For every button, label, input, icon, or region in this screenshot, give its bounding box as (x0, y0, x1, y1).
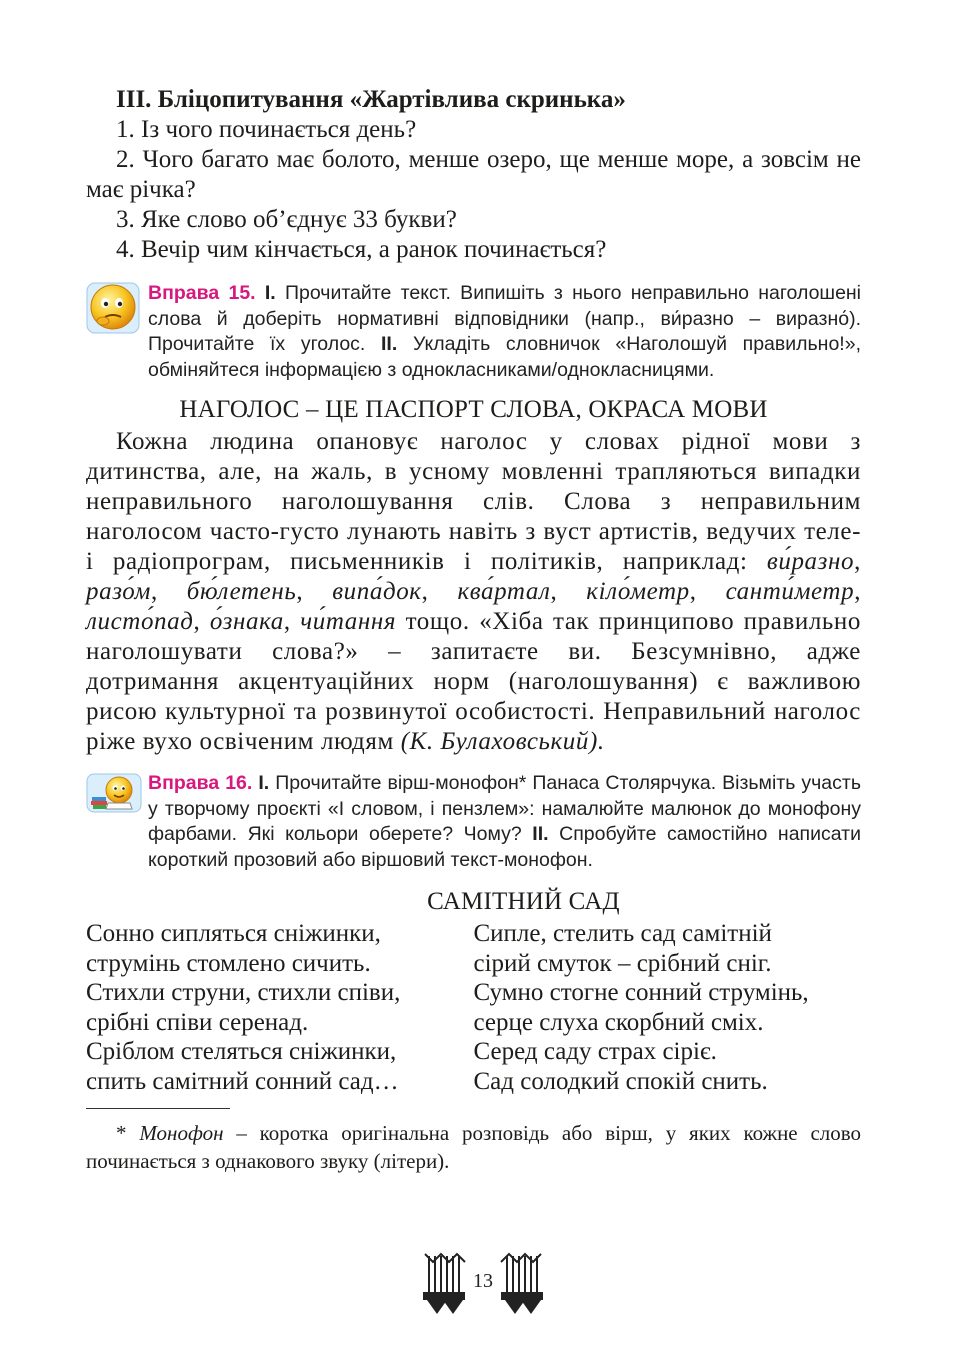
poem-right-column (474, 919, 862, 1096)
separator: , (296, 578, 333, 605)
example-word: ви́разно (766, 548, 855, 575)
separator: , (689, 578, 726, 605)
example-word: листо́пад (86, 608, 194, 635)
separator: , (854, 548, 861, 575)
exercise-15-text2: Укладіть словничок «Наголошуй правильно!», обміняйтеся інформацією з однокласниками/однокласницями. (148, 333, 861, 381)
question-1: 1. Із чого починається день? (116, 116, 417, 143)
example-word: о́знака (209, 608, 284, 635)
page-footer (421, 1252, 545, 1316)
footnote-term: Монофон (139, 1121, 224, 1145)
exercise-15-part1-marker: І. (264, 282, 276, 304)
example-word: ква́ртал (457, 578, 551, 605)
poem-line: Сад солодкий спокій снить. (473, 1067, 768, 1095)
page-number: 13 (473, 1270, 493, 1292)
poem-line: Стихли струни, стихли співи, (86, 979, 401, 1006)
ukrainian-ornament-icon (499, 1252, 545, 1320)
article-citation: (К. Булаховський). (400, 728, 605, 755)
textbook-page (86, 80, 861, 1175)
footnote-star: * (116, 1121, 127, 1145)
separator: , (150, 578, 187, 605)
question-2: 2. Чого багато має болото, менше озеро, ще менше море, а зовсім не має річка? (86, 146, 861, 203)
footnote-divider (86, 1108, 230, 1109)
example-word: санти́метр (725, 578, 855, 605)
exercise-16-text1: Прочитайте вірш-монофон* Панаса Столярчука. Візьміть участь у творчому проєкті «І словом, і пензлем»: намалюйте малюнок до монофону фарбами. Які кольори оберете? Чому? (148, 772, 861, 845)
exercise-16-part1-marker: І. (258, 772, 270, 794)
poem-title: САМІТНИЙ САД (427, 888, 620, 915)
poem-left-column (86, 919, 474, 1096)
example-word: чи́тання (300, 608, 397, 635)
poem-line: Сумно стогне сонний струмінь, (473, 979, 809, 1006)
question-4: 4. Вечір чим кінчається, а ранок починається? (116, 236, 607, 263)
article-text-2: тощо. «Хіба так принципово правильно наголошувати слова?» – запитаєте ви. Безсумнівно, адже дотримання акцентуаційних норм (наголошування) є важливою рисою культурної та розвинутої особистості. Неправильний наголос ріже вухо освіченим людям (86, 608, 861, 755)
reading-smiley-icon (86, 773, 142, 821)
example-word: випа́док (332, 578, 422, 605)
article-text-1: Кожна людина опановує наголос у словах рідної мови з дитинства, але, на жаль, в усному мовленні трапляються випадки неправильного наголошування слів. Слова з неправильним наголосом часто-густо лунають навіть з вуст артистів, ведучих теле- і радіопрограм, письменників і політиків, наприклад: (86, 428, 861, 575)
footnote (86, 1119, 861, 1175)
exercise-16-part2-marker: ІІ. (532, 823, 549, 845)
article-paragraph (86, 427, 861, 757)
exercise-15 (86, 281, 861, 383)
ukrainian-ornament-icon (421, 1252, 467, 1320)
exercise-16-label: Вправа 16. (148, 772, 253, 794)
poem-line: Сипле, стелить сад самітній (473, 920, 772, 947)
poem-line: срібні співи серенад. (86, 1008, 309, 1036)
exercise-15-text1: Прочитайте текст. Випишіть з нього неправильно наголошені слова й доберіть нормативні відповідники (напр., ви́разно – виразно́). Прочитайте їх уголос. (148, 282, 862, 355)
poem-line: сірий смуток – срібний сніг. (473, 949, 772, 977)
poem-line: струмінь стомлено сичить. (86, 949, 371, 977)
poem-line: Сонно сипляться сніжинки, (86, 920, 381, 947)
exercise-15-label: Вправа 15. (148, 282, 256, 304)
poem-line: Сріблом стеляться сніжинки, (86, 1038, 397, 1065)
question-3: 3. Яке слово об’єднує 33 букви? (116, 206, 457, 233)
separator: , (421, 578, 458, 605)
example-word: разо́м (86, 578, 151, 605)
footnote-text: – коротка оригінальна розповідь або вірш, у яких кожне слово починається з однакового звуку (літери). (86, 1121, 862, 1173)
separator: , (193, 608, 210, 635)
thinking-face-icon (86, 279, 140, 343)
exercise-16-text2: Спробуйте самостійно написати короткий прозовий або віршовий текст-монофон. (148, 823, 861, 871)
separator: , (854, 578, 862, 605)
separator: , (550, 578, 587, 605)
poem-line: серце слуха скорбний сміх. (473, 1008, 764, 1036)
quiz-section (86, 85, 861, 265)
quiz-title: ІІІ. Бліцопитування «Жартівлива скринька» (116, 86, 626, 113)
poem-line: спить самітний сонний сад… (86, 1067, 399, 1095)
exercise-16 (86, 771, 861, 873)
example-word: бю́летень (186, 578, 297, 605)
exercise-15-part2-marker: ІІ. (381, 333, 398, 355)
example-word: кіло́метр (586, 578, 690, 605)
article-heading: НАГОЛОС – ЦЕ ПАСПОРТ СЛОВА, ОКРАСА МОВИ (179, 396, 768, 423)
separator: , (283, 608, 301, 635)
poem-line: Серед саду страх сіріє. (473, 1038, 717, 1065)
poem (86, 919, 861, 1096)
